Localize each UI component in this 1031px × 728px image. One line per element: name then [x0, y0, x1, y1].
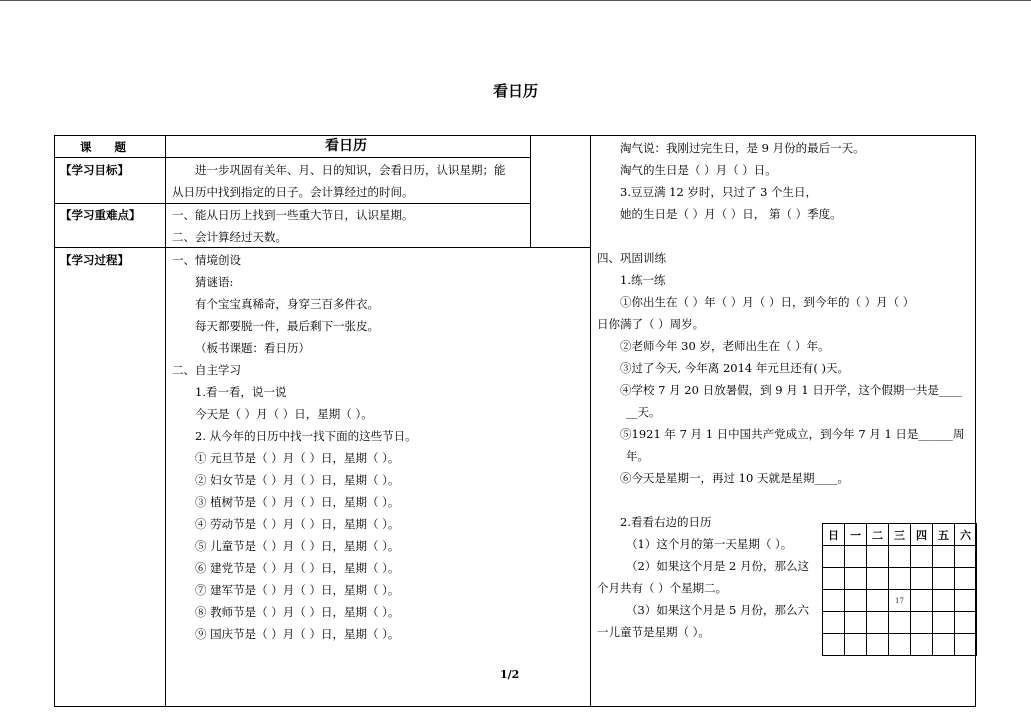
- calendar-week-row: [823, 590, 977, 612]
- row-divider-3: [54, 247, 591, 248]
- calendar-day-cell: [823, 590, 845, 612]
- page-number: 1/2: [500, 668, 520, 681]
- left-line: 2. 从今年的日历中找一找下面的这些节日。: [195, 429, 417, 443]
- calendar-day-cell: [845, 568, 867, 590]
- calendar-marked-date: 17: [889, 590, 911, 612]
- calendar-week-row: [823, 612, 977, 634]
- holiday-item: ⑦ 建军节是（ ）月（ ）日，星期（ ）。: [195, 583, 400, 597]
- left-line: 二、自主学习: [172, 363, 241, 377]
- calendar-question: （2）如果这个月是 2 月份，那么这: [626, 559, 809, 573]
- left-line: 今天是（ ）月（ ）日，星期（ ）。: [195, 407, 373, 421]
- calendar-day-cell: [911, 546, 933, 568]
- calendar-day-cell: [955, 634, 977, 656]
- calendar-week-row: [823, 634, 977, 656]
- right-line: 淘气说：我刚过完生日，是 9 月份的最后一天。: [620, 141, 865, 155]
- keypoints-line-1: 一、能从日历上找到一些重大节日，认识星期。: [172, 208, 414, 222]
- calendar-day-cell: [933, 546, 955, 568]
- calendar-day-cell: [867, 612, 889, 634]
- holiday-item: ④ 劳动节是（ ）月（ ）日，星期（ ）。: [195, 517, 400, 531]
- goal-label: 【学习目标】: [60, 163, 129, 177]
- calendar-day-cell: [955, 568, 977, 590]
- left-line: 有个宝宝真稀奇，身穿三百多件衣。: [195, 297, 379, 311]
- holiday-item: ⑧ 教师节是（ ）月（ ）日，星期（ ）。: [195, 605, 400, 619]
- right-line: 四、巩固训练: [597, 251, 666, 265]
- goal-line-1: 进一步巩固有关年、月、日的知识，会看日历，认识星期；能: [195, 163, 506, 177]
- exercise-line: ①你出生在（ ）年（ ）月（ ）日，到今年的（ ）月（ ）: [620, 295, 915, 309]
- left-line: 猜谜语:: [195, 275, 234, 289]
- calendar-day-cell: [889, 546, 911, 568]
- exercise-line: 日你满了（ ）周岁。: [597, 317, 705, 331]
- calendar-day-cell: [823, 634, 845, 656]
- calendar-header-cell: 四: [911, 524, 933, 546]
- holiday-item: ② 妇女节是（ ）月（ ）日，星期（ ）。: [195, 473, 400, 487]
- calendar-day-cell: [933, 590, 955, 612]
- calendar-header-row: [823, 524, 977, 546]
- left-line: 一、情境创设: [172, 253, 241, 267]
- calendar-day-cell: [889, 612, 911, 634]
- holiday-item: ① 元旦节是（ ）月（ ）日，星期（ ）。: [195, 451, 400, 465]
- keypoints-label: 【学习重难点】: [60, 208, 141, 222]
- calendar-header-cell: 二: [867, 524, 889, 546]
- column-divider-right: [590, 135, 591, 707]
- exercise-line: ④学校 7 月 20 日放暑假，到 9 月 1 日开学，这个假期一共是____: [620, 383, 962, 397]
- calendar-grid: [822, 523, 977, 656]
- column-divider-content: [530, 135, 531, 247]
- exercise-line: ⑥今天是星期一，再过 10 天就是星期____。: [620, 471, 849, 485]
- calendar-day-cell: [867, 634, 889, 656]
- calendar-day-cell: [823, 568, 845, 590]
- column-divider-label: [165, 135, 166, 707]
- right-line: 淘气的生日是（ ）月（ ）日。: [620, 163, 777, 177]
- calendar-day-cell: [955, 612, 977, 634]
- calendar-day-cell: [823, 612, 845, 634]
- calendar-day-cell: [845, 612, 867, 634]
- calendar-day-cell: [889, 568, 911, 590]
- calendar-day-cell: [933, 634, 955, 656]
- keypoints-line-2: 二、会计算经过天数。: [172, 230, 287, 244]
- calendar-header-cell: 一: [845, 524, 867, 546]
- page-title: 看日历: [492, 82, 538, 100]
- calendar-header-cell: 日: [823, 524, 845, 546]
- calendar-day-cell: [933, 612, 955, 634]
- calendar-day-cell: [845, 590, 867, 612]
- exercise-line: ②老师今年 30 岁，老师出生在（ ）年。: [620, 339, 830, 353]
- exercise-line: ⑤1921 年 7 月 1 日中国共产党成立，到今年 7 月 1 日是______周: [620, 427, 965, 441]
- calendar-question: （1）这个月的第一天星期（ ）。: [626, 537, 793, 551]
- calendar-day-cell: [845, 546, 867, 568]
- calendar-header-cell: 五: [933, 524, 955, 546]
- calendar-question: （3）如果这个月是 5 月份，那么六: [626, 603, 809, 617]
- exercise-line: __天。: [626, 405, 661, 419]
- holiday-item: ⑥ 建党节是（ ）月（ ）日，星期（ ）。: [195, 561, 400, 575]
- right-line: 2.看看右边的日历: [620, 515, 712, 529]
- calendar-day-cell: [911, 634, 933, 656]
- holiday-item: ③ 植树节是（ ）月（ ）日，星期（ ）。: [195, 495, 400, 509]
- calendar-week-row: [823, 568, 977, 590]
- left-line: 每天都要脱一件，最后剩下一张皮。: [195, 319, 379, 333]
- right-line: 她的生日是（ ）月（ ）日， 第（ ）季度。: [620, 207, 842, 221]
- left-line: （板书课题：看日历）: [195, 341, 310, 355]
- calendar-week-row: [823, 546, 977, 568]
- calendar-day-cell: [867, 546, 889, 568]
- process-label: 【学习过程】: [60, 253, 129, 267]
- calendar-day-cell: [867, 568, 889, 590]
- calendar-day-cell: [889, 634, 911, 656]
- top-border-line: [0, 0, 1031, 1]
- calendar-day-cell: [911, 590, 933, 612]
- exercise-line: ③过了今天, 今年离 2014 年元旦还有( )天。: [620, 361, 850, 375]
- calendar-header-cell: 六: [955, 524, 977, 546]
- holiday-item: ⑤ 儿童节是（ ）月（ ）日，星期（ ）。: [195, 539, 400, 553]
- calendar-day-cell: [955, 546, 977, 568]
- holiday-item: ⑨ 国庆节是（ ）月（ ）日，星期（ ）。: [195, 627, 400, 641]
- right-line: 3.豆豆满 12 岁时，只过了 3 个生日，: [620, 185, 818, 199]
- calendar-question: 一儿童节是星期（ ）。: [597, 625, 710, 639]
- goal-line-2: 从日历中找到指定的日子。会计算经过的时间。: [172, 185, 414, 199]
- calendar-day-cell: [933, 568, 955, 590]
- calendar-question: 个月共有（ ）个星期二。: [597, 581, 728, 595]
- calendar-day-cell: [911, 568, 933, 590]
- calendar-day-cell: [845, 634, 867, 656]
- calendar-header-cell: 三: [889, 524, 911, 546]
- topic-label: 课 题: [80, 140, 126, 154]
- calendar-day-cell: [911, 612, 933, 634]
- left-line: 1.看一看，说一说: [195, 385, 287, 399]
- exercise-line: 年。: [626, 449, 649, 463]
- calendar-day-cell: [823, 546, 845, 568]
- calendar-day-cell: [955, 590, 977, 612]
- topic-value: 看日历: [325, 138, 367, 154]
- calendar-day-cell: [867, 590, 889, 612]
- right-line: 1.练一练: [620, 273, 666, 287]
